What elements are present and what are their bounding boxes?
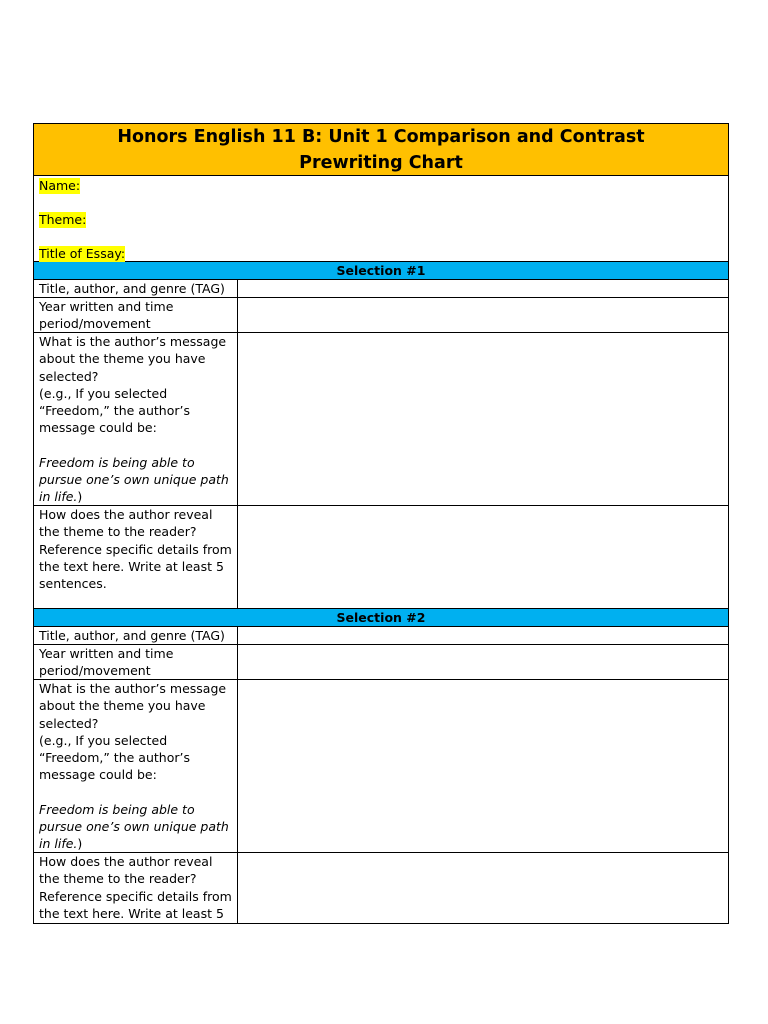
title-line-2: Prewriting Chart — [299, 153, 463, 173]
year-label: Year written and time period/movement — [34, 298, 238, 332]
selection-2-reveal-row — [34, 853, 728, 923]
reveal-answer-cell[interactable] — [238, 853, 728, 923]
year-answer-cell[interactable] — [238, 298, 728, 332]
name-label: Name: — [39, 178, 81, 193]
reveal-label: How does the author reveal the theme to the reader? Reference specific details from the text here. Write at least 5 — [34, 853, 238, 923]
prewriting-chart — [33, 123, 729, 924]
chart-title — [34, 124, 728, 176]
selection-2-year-row — [34, 645, 728, 680]
essay-title-label: Title of Essay: — [39, 246, 126, 261]
message-label: What is the author’s message about the theme you have selected? (e.g., If you selected “Freedom,” the author’s message could be: Freedom is being able to pursue one’s own unique path in life.) — [34, 680, 238, 852]
title-line-1: Honors English 11 B: Unit 1 Comparison and Contrast — [117, 127, 645, 147]
selection-2-header: Selection #2 — [34, 609, 728, 627]
selection-1-message-row — [34, 333, 728, 506]
message-answer-cell[interactable] — [238, 333, 728, 505]
tag-label: Title, author, and genre (TAG) — [34, 627, 238, 644]
year-answer-cell[interactable] — [238, 645, 728, 679]
tag-answer-cell[interactable] — [238, 627, 728, 644]
reveal-label: How does the author reveal the theme to the reader? Reference specific details from the text here. Write at least 5 sentences. — [34, 506, 238, 608]
selection-2-tag-row — [34, 627, 728, 645]
message-label: What is the author’s message about the theme you have selected? (e.g., If you selected “Freedom,” the author’s message could be: Freedom is being able to pursue one’s own unique path in life.) — [34, 333, 238, 505]
example-italic: Freedom is being able to pursue one’s own unique path in life. — [39, 454, 229, 505]
reveal-answer-cell[interactable] — [238, 506, 728, 608]
selection-1-header: Selection #1 — [34, 262, 728, 280]
message-answer-cell[interactable] — [238, 680, 728, 852]
selection-1-year-row — [34, 298, 728, 333]
tag-answer-cell[interactable] — [238, 280, 728, 297]
tag-label: Title, author, and genre (TAG) — [34, 280, 238, 297]
selection-1-reveal-row — [34, 506, 728, 609]
student-info-block[interactable] — [34, 176, 728, 262]
example-italic: Freedom is being able to pursue one’s own unique path in life. — [39, 801, 229, 852]
theme-label: Theme: — [39, 212, 87, 227]
selection-2-message-row — [34, 680, 728, 853]
selection-1-tag-row — [34, 280, 728, 298]
year-label: Year written and time period/movement — [34, 645, 238, 679]
